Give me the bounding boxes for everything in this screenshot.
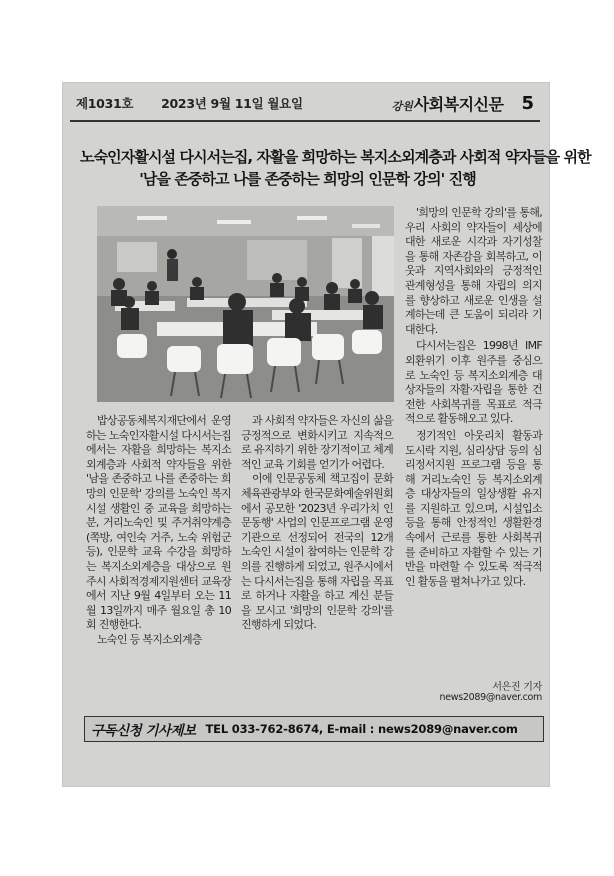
article-column-3 [405, 206, 542, 591]
subscribe-label: 구독신청 기사제보 [91, 723, 196, 739]
issue-number: 제1031호 [76, 96, 134, 111]
article-headline [80, 146, 591, 190]
reporter-name: 서은진 기자 [492, 682, 542, 693]
masthead [70, 88, 540, 118]
paragraph: '희망의 인문학 강의'를 통해, 우리 사회의 약자들이 세상에 대한 새로운 시각과 자기성찰을 통해 자존감을 회복하고, 이웃과 지역사회와의 긍정적인 관계형성을 통해 자립의 의지를 향상하고 새로운 인생을 설계하는데 큰 도움이 되리라 기대한다. [405, 206, 542, 336]
lecture-photo [97, 206, 394, 402]
reporter-email: news2089@naver.com [439, 692, 542, 703]
headline-line-1: 노숙인자활시설 다시서는집, 자활을 희망하는 복지소외계층과 사회적 약자들을 위한 [80, 148, 591, 166]
masthead-rule [70, 120, 540, 122]
paragraph: 다시서는집은 1998년 IMF 외환위기 이후 원주를 중심으로 노숙인 등 복지소외계층 대상자들의 자활·자립을 통한 건전한 사회복귀를 목표로 적극적으로 활동해오고 있다. [405, 339, 542, 426]
paragraph: 정기적인 아웃리치 활동과 도시락 지원, 심리상담 등의 심리정서지원 프로그램 등을 통해 거리노숙인 등 복지소외계층 대상자들의 일상생활 유지를 지원하고 있으며, 시설입소 등을 통해 안정적인 생활환경 속에서 근로를 통한 사회복귀를 준비하고 자활할 수 있는 기반을 마련할 수 있도록 적극적인 활동을 펼쳐나가고 있다. [405, 428, 542, 588]
paragraph: 노숙인 등 복지소외계층 [97, 632, 202, 646]
headline-line-2: '남을 존중하고 나를 존중하는 희망의 인문학 강의' 진행 [139, 170, 476, 188]
page-number: 5 [521, 92, 534, 114]
issue-date: 2023년 9월 11일 월요일 [161, 96, 303, 111]
article-column-2 [241, 414, 393, 633]
brand-name: 사회복지신문 [413, 94, 504, 114]
paragraph: 과 사회적 약자들은 자신의 삶을 긍정적으로 변화시키고 지속적으로 유지하기 위한 장기적이고 체계적인 교육 기회를 얻기가 어렵다. [241, 414, 393, 471]
subscribe-banner [84, 716, 544, 742]
brand-region: 강원 [391, 99, 413, 113]
paragraph: 이에 인문공동체 책고집이 문화체육관광부와 한국문화예술위원회에서 공모한 '2023년 우리가치 인문동행' 사업의 인문프로그램 운영기관으로 선정되어 전국의 12개 노숙인 시설이 참여하는 인문학 강의를 진행하게 되었고, 원주시에서는 다시서는집을 통해 자립을 목표로 하거나 자활을 하고 계신 분들을 모시고 '희망의 인문학 강의'를 진행하게 되었다. [241, 472, 393, 632]
subscribe-contact: TEL 033-762-8674, E-mail : news2089@naver.com [205, 722, 518, 736]
newspaper-brand [391, 92, 503, 115]
lecture-photo-illustration [97, 206, 394, 402]
article-column-1 [86, 414, 231, 648]
paragraph: 밥상공동체복지재단에서 운영하는 노숙인자활시설 다시서는집에서는 자활을 희망하는 복지소외계층과 사회적 약자들을 위한 '남을 존중하고 나를 존중하는 희망의 인문학' 강의를 노숙인 복지시설 생활인 중 교육을 희망하는 분, 거리노숙인 및 주거취약계층(쪽방, 여인숙 거주, 노숙 위험군 등), 인문학 교육 수강을 희망하는 복지소외계층을 대상으로 원주시 사회적경제지원센터 교육장에서 지난 9월 4일부터 오는 11월 13일까지 매주 월요일 총 10회 진행한다. [86, 414, 231, 632]
